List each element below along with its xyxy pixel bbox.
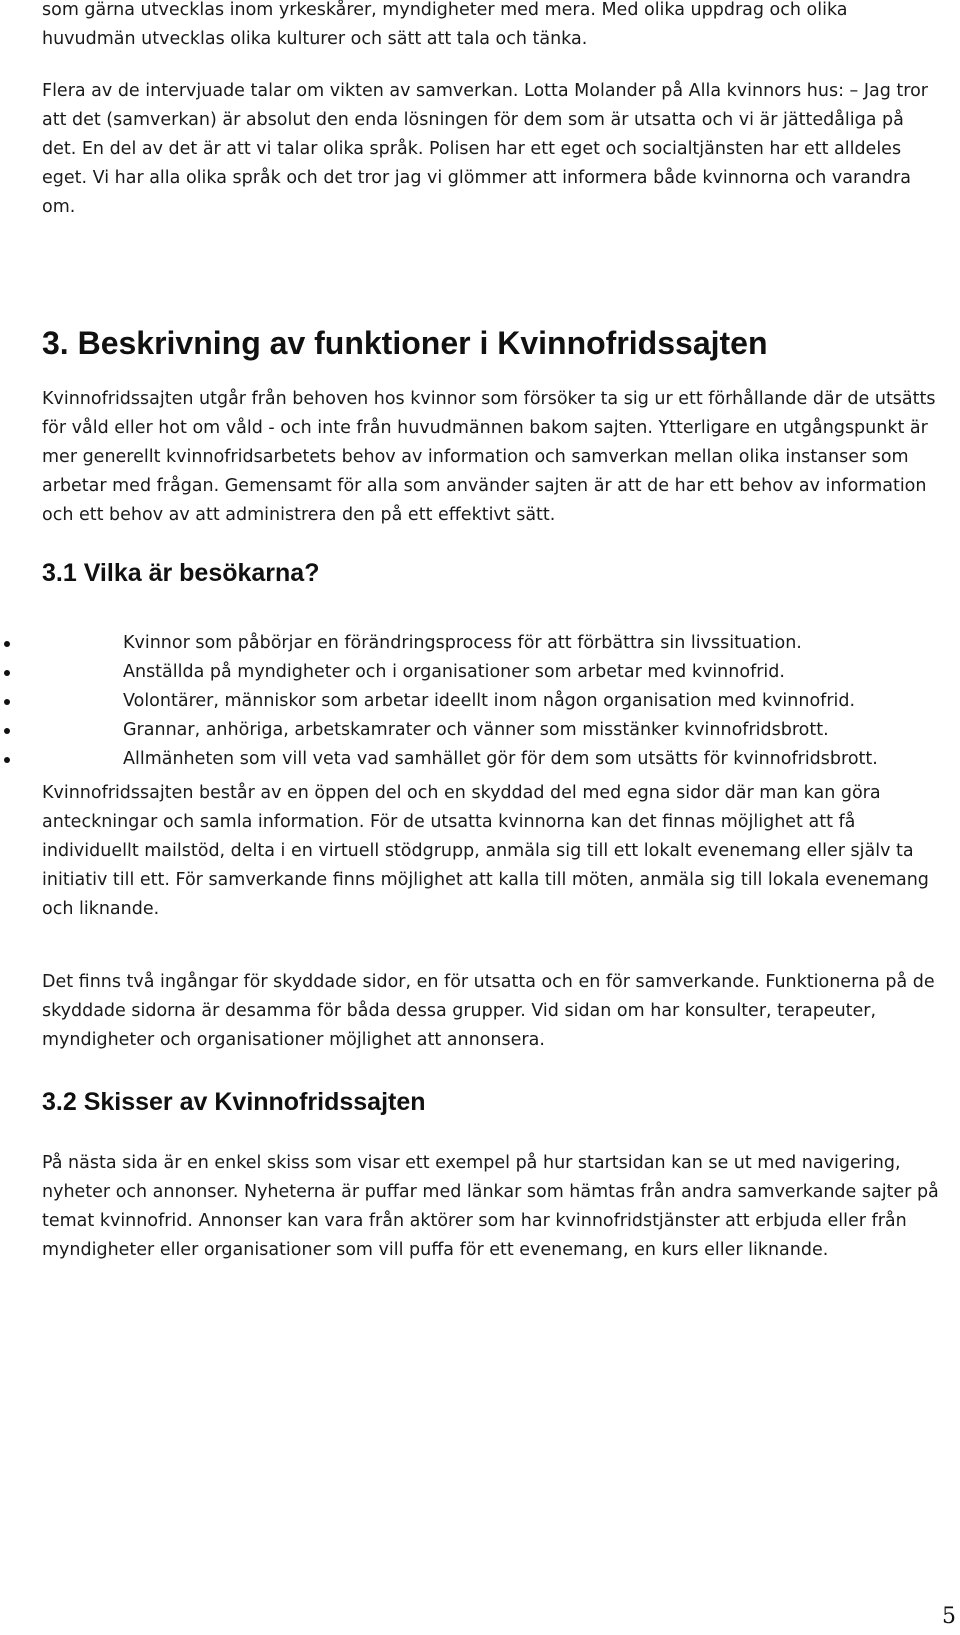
list-item: Grannar, anhöriga, arbetskamrater och vänner som misstänker kvinnofridsbrott. — [0, 716, 940, 745]
entrances-paragraph: Det finns två ingångar för skyddade sidor, en för utsatta och en för samverkande. Funktionerna på de skyddade sidorna är desamma för båda dessa grupper. Vid sidan om har konsulter, terapeuter, myndigheter och organisationer möjlighet att annonsera. — [42, 972, 935, 1050]
page-number: 5 — [942, 1604, 956, 1629]
list-item: Volontärer, människor som arbetar ideellt inom någon organisation med kvinnofrid. — [0, 687, 940, 716]
site-structure-paragraph: Kvinnofridssajten består av en öppen del och en skyddad del med egna sidor där man kan göra anteckningar och samla information. För de utsatta kvinnorna kan det finnas möjlighet att få individuellt mailstöd, delta i en virtuell stödgrupp, anmäla sig till ett lokalt evenemang eller själv ta initiativ till ett. För samverkande finns möjlighet att kalla till möten, anmäla sig till lokala evenemang och liknande. — [42, 783, 929, 919]
list-item: Allmänheten som vill veta vad samhället gör för dem som utsätts för kvinnofridsbrott. — [0, 745, 940, 774]
section-3-heading: 3. Beskrivning av funktioner i Kvinnofridssajten — [42, 325, 768, 361]
bullet-icon — [4, 757, 10, 763]
sketch-paragraph: På nästa sida är en enkel skiss som visar ett exempel på hur startsidan kan se ut med navigering, nyheter och annonser. Nyheterna är puffar med länkar som hämtas från andra samverkande sajter på temat kvinnofrid. Annonser kan vara från aktörer som har kvinnofridstjänster att erbjuda eller från myndigheter eller organisationer som vill puffa för ett evenemang, en kurs eller liknande. — [42, 1153, 939, 1260]
interview-paragraph: Flera av de intervjuade talar om vikten av samverkan. Lotta Molander på Alla kvinnors hus: – Jag tror att det (samverkan) är absolut den enda lösningen för dem som är utsatta och vi är jättedåliga på det. En del av det är att vi talar olika språk. Polisen har ett eget och socialtjänsten har ett alldeles eget. Vi har alla olika språk och det tror jag vi glömmer att informera både kvinnorna och varandra om. — [42, 81, 928, 217]
bullet-icon — [4, 699, 10, 705]
bullet-icon — [4, 641, 10, 647]
section-3-2-heading: 3.2 Skisser av Kvinnofridssajten — [42, 1088, 426, 1116]
list-item: Anställda på myndigheter och i organisationer som arbetar med kvinnofrid. — [0, 658, 940, 687]
bullet-icon — [4, 728, 10, 734]
list-item: Kvinnor som påbörjar en förändringsprocess för att förbättra sin livssituation. — [0, 629, 940, 658]
bullet-icon — [4, 670, 10, 676]
visitor-list — [0, 629, 940, 774]
section-3-paragraph: Kvinnofridssajten utgår från behoven hos kvinnor som försöker ta sig ur ett förhållande där de utsätts för våld eller hot om våld - och inte från huvudmännen bakom sajten. Ytterligare en utgångspunkt är mer generellt kvinnofridsarbetets behov av information och samverkan mellan olika instanser som arbetar med frågan. Gemensamt för alla som använder sajten är att de har ett behov av information och ett behov av att administrera den på ett effektivt sätt. — [42, 389, 936, 525]
intro-paragraph: som gärna utvecklas inom yrkeskårer, myndigheter med mera. Med olika uppdrag och olika huvudmän utvecklas olika kulturer och sätt att tala och tänka. — [42, 0, 848, 49]
section-3-1-heading: 3.1 Vilka är besökarna? — [42, 559, 320, 587]
